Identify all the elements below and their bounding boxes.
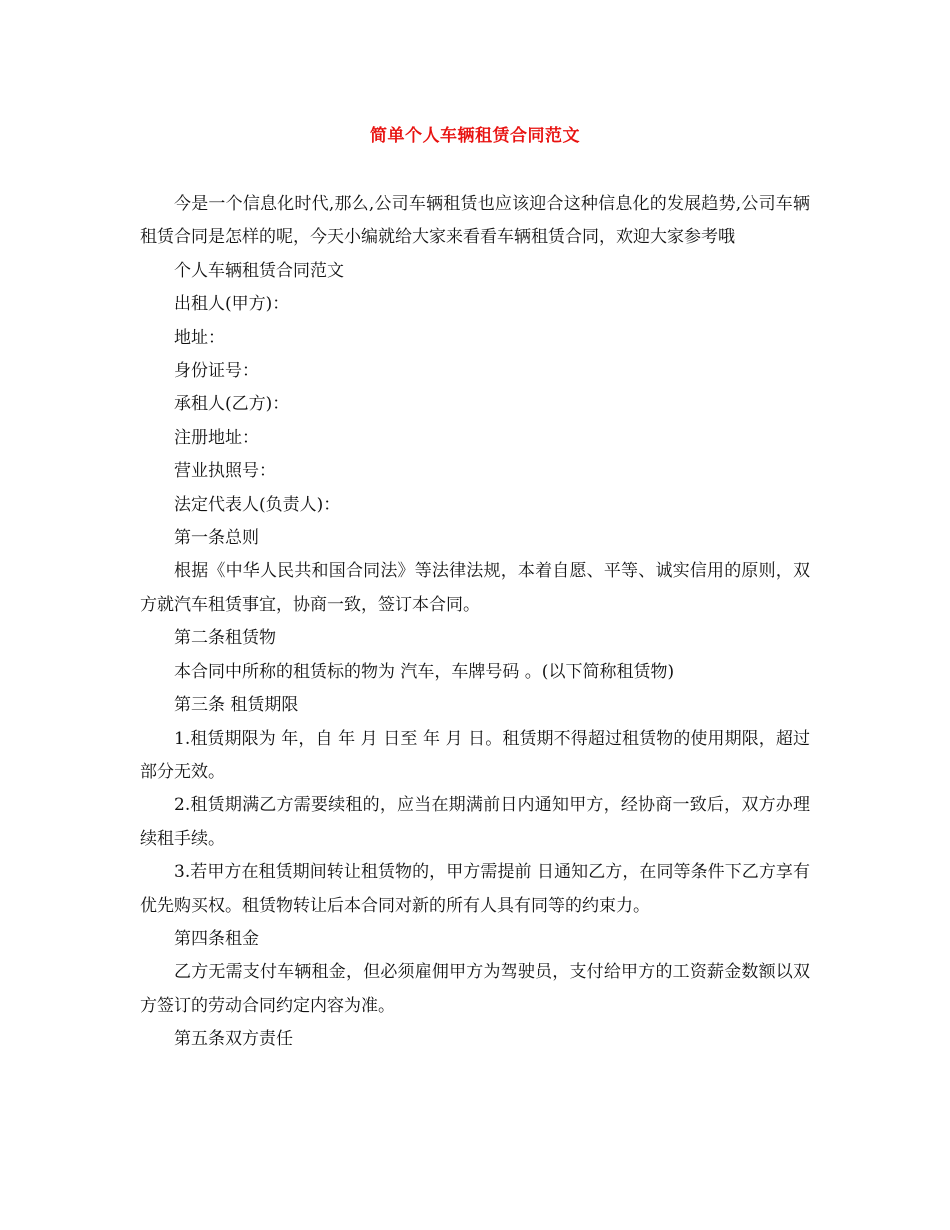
article-2-text: 本合同中所称的租赁标的物为 汽车，车牌号码 。(以下简称租赁物) [174,661,675,682]
business-license-field: 营业执照号： [174,461,276,482]
intro-paragraph: 今是一个信息化时代,那么,公司车辆租赁也应该迎合这种信息化的发展趋势,公司车辆租赁合同是怎样的呢，今天小编就给大家来看看车辆租赁合同，欢迎大家参考哦 [140,194,810,248]
article-4-text: 乙方无需支付车辆租金，但必须雇佣甲方为驾驶员，支付给甲方的工资薪金数额以双方签订的劳动合同约定内容为准。 [140,962,810,1016]
article-1-text: 根据《中华人民共和国合同法》等法律法规，本着自愿、平等、诚实信用的原则，双方就汽车租赁事宜，协商一致，签订本合同。 [140,561,810,615]
registered-address-field: 注册地址： [174,427,259,448]
legal-representative-field: 法定代表人(负责人)： [174,494,341,515]
article-1-heading: 第一条总则 [174,528,259,549]
article-3-clause-1: 1.租赁期限为 年，自 年 月 日至 年 月 日。租赁期不得超过租赁物的使用期限，超过部分无效。 [140,728,810,782]
article-3-clause-2: 2.租赁期满乙方需要续租的，应当在期满前日内通知甲方，经协商一致后，双方办理续租手续。 [140,795,810,849]
article-4-heading: 第四条租金 [174,928,259,949]
article-3-clause-3: 3.若甲方在租赁期间转让租赁物的，甲方需提前 日通知乙方，在同等条件下乙方享有优先购买权。租赁物转让后本合同对新的所有人具有同等的约束力。 [140,862,810,916]
id-number-field: 身份证号： [174,361,259,382]
article-2-heading: 第二条租赁物 [174,628,276,649]
address-field: 地址： [174,327,225,348]
document-body [140,188,810,1057]
contract-heading: 个人车辆租赁合同范文 [174,260,344,281]
article-5-heading: 第五条双方责任 [174,1029,293,1050]
lessor-field: 出租人(甲方)： [174,294,290,315]
document-title: 简单个人车辆租赁合同范文 [370,126,580,146]
lessee-field: 承租人(乙方)： [174,394,290,415]
article-3-heading: 第三条 租赁期限 [174,695,299,716]
